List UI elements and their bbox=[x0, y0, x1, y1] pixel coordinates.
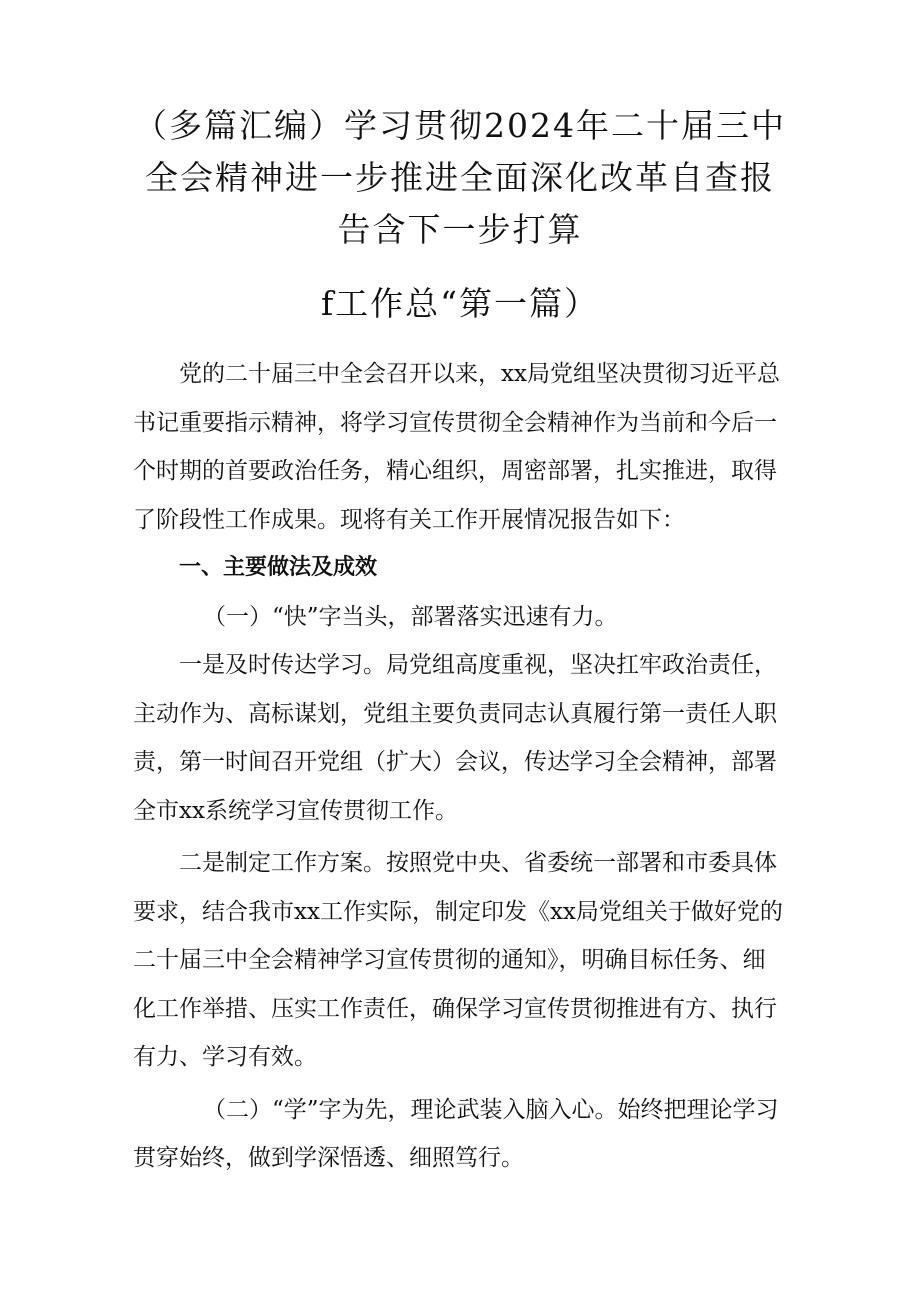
text-line: 党的二十届三中全会召开以来，xx局党组坚决贯彻习近平总 bbox=[179, 361, 780, 387]
text-line: 有力、学习有效。 bbox=[133, 1044, 317, 1070]
text-line: 贯穿始终，做到学深悟透、细照笃行。 bbox=[133, 1145, 524, 1171]
text-line: 责，第一时间召开党组（扩大）会议，传达学习全会精神，部署 bbox=[133, 749, 777, 775]
text-line: 要求，结合我市xx工作实际，制定印发《xx局党组关于做好党的 bbox=[133, 898, 783, 925]
title-line-1: （多篇汇编）学习贯彻2024年二十届三中 bbox=[134, 106, 786, 145]
document-body bbox=[133, 350, 793, 1183]
document-title bbox=[120, 100, 800, 256]
text-line: 主动作为、高标谋划，党组主要负责同志认真履行第一责任人职 bbox=[133, 700, 777, 727]
section-heading: 一、主要做法及成效 bbox=[179, 555, 378, 580]
sub-heading: （一）“快”字当头，部署落实迅速有力。 bbox=[203, 603, 618, 630]
intro-paragraph bbox=[133, 350, 793, 544]
title-line-2: 全会精神进一步推进全面深化改革自查报 bbox=[145, 158, 775, 197]
document-subtitle: f工作总“第一篇） bbox=[320, 284, 600, 323]
paragraph-4 bbox=[133, 1086, 793, 1183]
text-line: 个时期的首要政治任务，精心组织，周密部署，扎实推进，取得 bbox=[133, 458, 777, 484]
text-line: 化工作举措、压实工作责任，确保学习宣传贯彻推进有方、执行 bbox=[133, 995, 777, 1022]
title-line-3: 告含下一步打算 bbox=[337, 210, 583, 249]
text-line: 一是及时传达学习。局党组高度重视，坚决扛牢政治责任， bbox=[179, 652, 777, 678]
text-line: 书记重要指示精神，将学习宣传贯彻全会精神作为当前和今后一 bbox=[133, 409, 777, 436]
text-line: （二）“学”字为先，理论武装入脑入心。始终把理论学习 bbox=[203, 1096, 779, 1123]
paragraph-2 bbox=[133, 641, 793, 835]
paragraph-3 bbox=[133, 839, 793, 1082]
text-line: 全市xx系统学习宣传贯彻工作。 bbox=[133, 797, 458, 824]
text-line: 二是制定工作方案。按照党中央、省委统一部署和市委具体 bbox=[179, 850, 777, 876]
text-line: 二十届三中全会精神学习宣传贯彻的通知》，明确目标任务、细 bbox=[133, 947, 766, 973]
text-line: 了阶段性工作成果。现将有关工作开展情况报告如下： bbox=[133, 506, 685, 533]
